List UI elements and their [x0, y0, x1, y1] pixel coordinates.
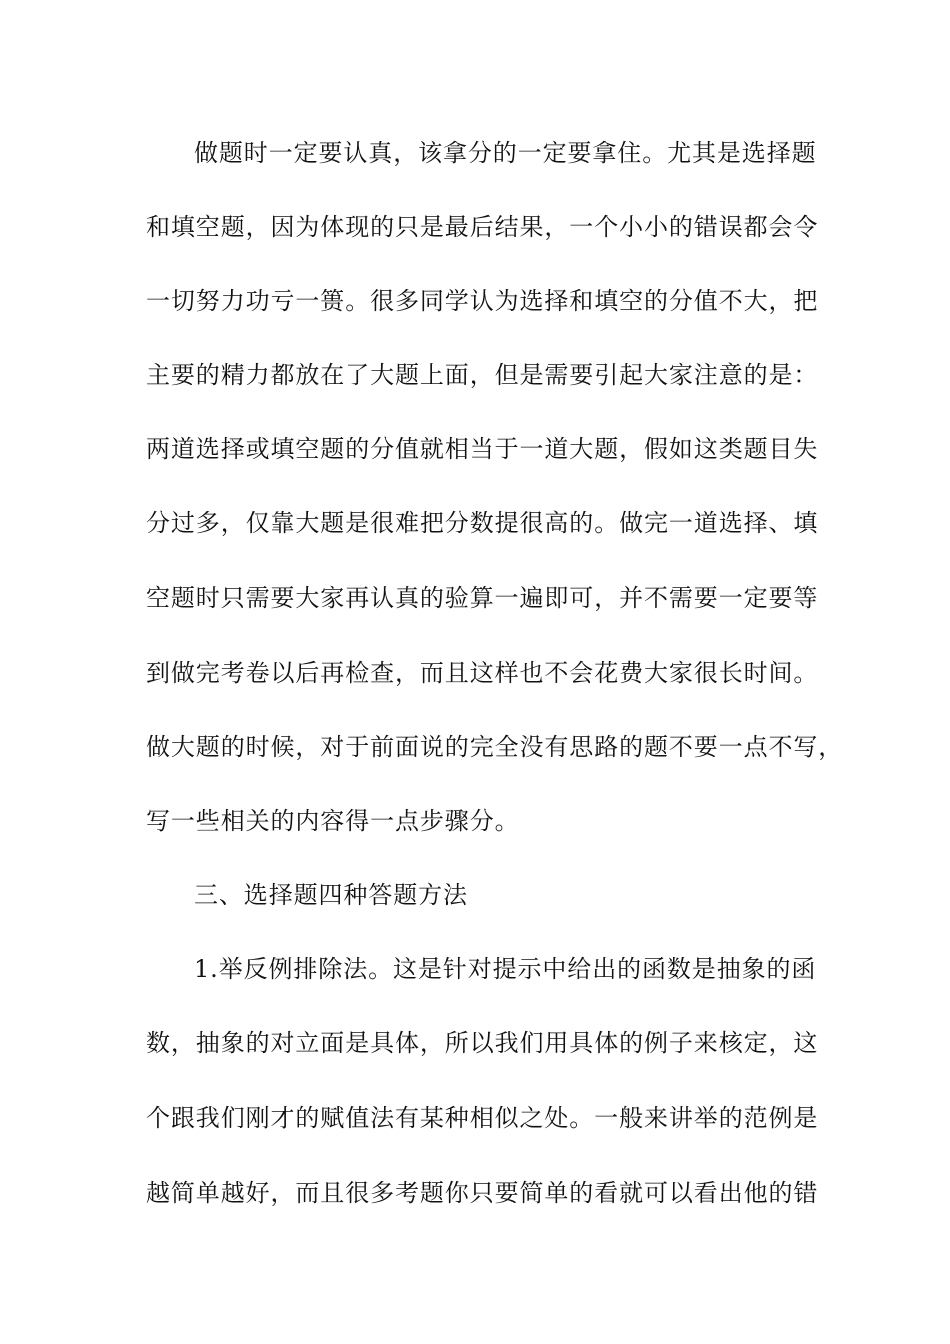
paragraph-line: 空题时只需要大家再认真的验算一遍即可，并不需要一定要等 — [146, 584, 819, 612]
paragraph-line: 做大题的时候，对于前面说的完全没有思路的题不要一点不写， — [146, 733, 844, 761]
paragraph-line: 越简单越好，而且很多考题你只要简单的看就可以看出他的错 — [146, 1179, 819, 1207]
paragraph-line: 和填空题，因为体现的只是最后结果，一个小小的错误都会令 — [146, 213, 819, 241]
paragraph-line: 分过多，仅靠大题是很难把分数提很高的。做完一道选择、填 — [146, 509, 819, 537]
paragraph-line: 个跟我们刚才的赋值法有某种相似之处。一般来讲举的范例是 — [146, 1104, 819, 1132]
paragraph-line: 做题时一定要认真，该拿分的一定要拿住。尤其是选择题 — [194, 139, 817, 167]
paragraph-line: 数，抽象的对立面是具体，所以我们用具体的例子来核定，这 — [146, 1029, 819, 1057]
section-heading: 三、选择题四种答题方法 — [194, 881, 468, 909]
paragraph-line: 写一些相关的内容得一点步骤分。 — [146, 807, 520, 835]
paragraph-line: 两道选择或填空题的分值就相当于一道大题，假如这类题目失 — [146, 435, 819, 463]
paragraph-line: 一切努力功亏一篑。很多同学认为选择和填空的分值不大，把 — [146, 287, 819, 315]
paragraph-line: 1.举反例排除法。这是针对提示中给出的函数是抽象的函 — [194, 955, 817, 983]
paragraph-line: 主要的精力都放在了大题上面，但是需要引起大家注意的是： — [146, 361, 819, 389]
paragraph-line: 到做完考卷以后再检查，而且这样也不会花费大家很长时间。 — [146, 659, 819, 687]
